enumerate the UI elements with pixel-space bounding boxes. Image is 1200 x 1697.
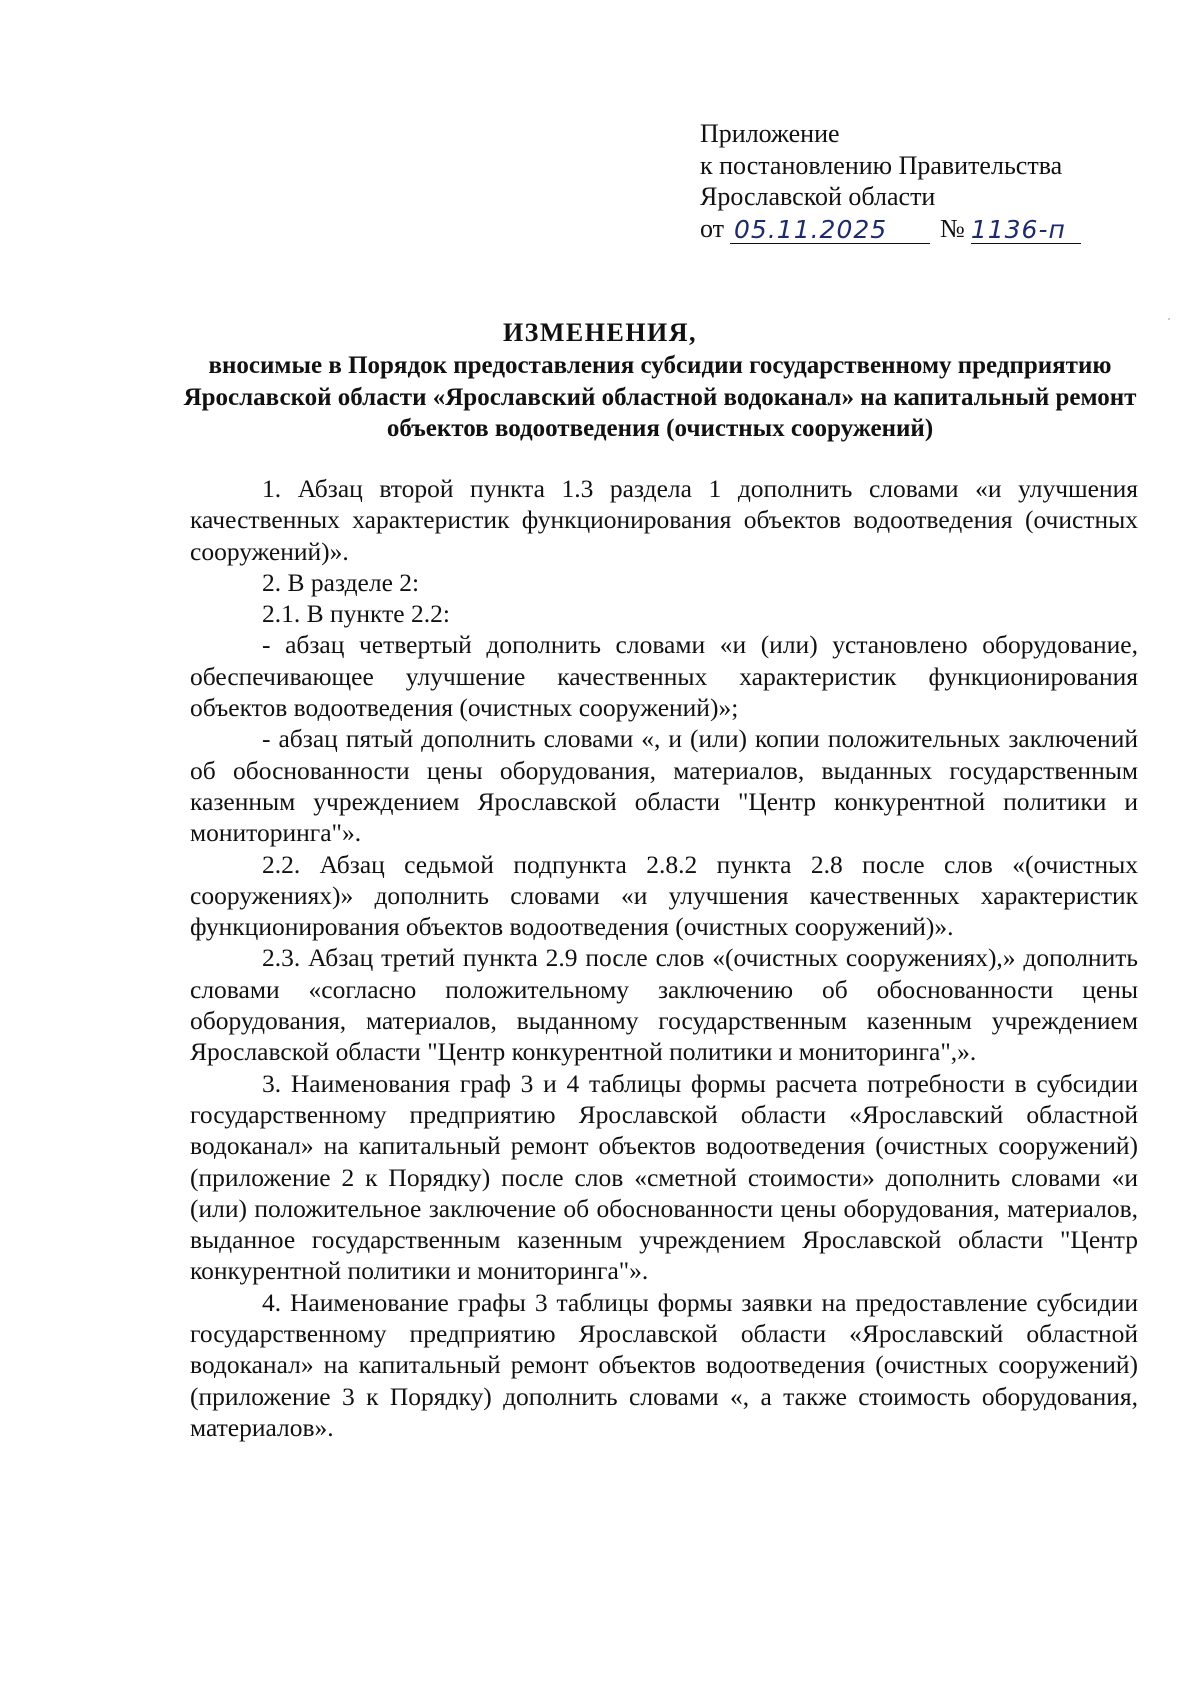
document-subtitle: вносимые в Порядок предоставления субсидии государственному предприятию Ярославской области «Ярославский областной водоканал» на капитальный ремонт объектов водоотведения (очистных сооружений) <box>183 352 1137 442</box>
scan-speck <box>1168 318 1170 320</box>
handwritten-number: 1136-п <box>970 215 1066 244</box>
number-field <box>971 214 1081 244</box>
appendix-resolution-line: к постановлению Правительства <box>700 150 1063 180</box>
paragraph-2-2: 2.2. Абзац седьмой подпункта 2.8.2 пункта 2.8 после слов «(очистных сооружениях)» дополнить словами «и улучшения качественных характеристик функционирования объектов водоотведения (очистных сооружений)». <box>190 849 1138 942</box>
paragraph-2-1-b: - абзац пятый дополнить словами «, и (или) копии положительных заключений об обоснованности цены оборудования, материалов, выданных государственным казенным учреждением Ярославской области "Центр конкурентной политики и мониторинга"». <box>190 724 1138 848</box>
paragraph-2-3: 2.3. Абзац третий пункта 2.9 после слов «(очистных сооружениях),» дополнить словами «согласно положительному заключению об обоснованности цены оборудования, материалов, выданному государственным казенным учреждением Ярославской области "Центр конкурентной политики и мониторинга",». <box>190 943 1138 1067</box>
paragraph-1: 1. Абзац второй пункта 1.3 раздела 1 дополнить словами «и улучшения качественных характеристик функционирования объектов водоотведения (очистных сооружений)». <box>190 474 1138 566</box>
document-body <box>190 473 1138 1443</box>
paragraph-2-1: 2.1. В пункте 2.2: <box>262 599 450 629</box>
paragraph-2-1-a: - абзац четвертый дополнить словами «и (или) установлено оборудование, обеспечивающее улучшение качественных характеристик функционирования объектов водоотведения (очистных сооружений)»; <box>190 630 1138 723</box>
paragraph-3: 3. Наименования граф 3 и 4 таблицы формы расчета потребности в субсидии государственному предприятию Ярославской области «Ярославский областной водоканал» на капитальный ремонт объектов водоотведения (очистных сооружений) (приложение 2 к Порядку) после слов «сметной стоимости» дополнить словами «и (или) положительное заключение об обоснованности цены оборудования, материалов, выданное государственным казенным учреждением Ярославской области "Центр конкурентной политики и мониторинга"». <box>190 1068 1138 1286</box>
number-prefix: № <box>940 213 965 243</box>
appendix-title: Приложение <box>700 119 840 148</box>
appendix-block <box>700 118 1140 244</box>
paragraph-2: 2. В разделе 2: <box>262 567 420 597</box>
appendix-date-row <box>700 213 1140 245</box>
appendix-region-line: Ярославской области <box>700 182 936 211</box>
handwritten-date: 05.11.2025 <box>734 215 888 244</box>
date-prefix: от <box>700 213 725 243</box>
date-field <box>730 214 930 244</box>
paragraph-4: 4. Наименование графы 3 таблицы формы заявки на предоставление субсидии государственному предприятию Ярославской области «Ярославский областной водоканал» на капитальный ремонт объектов водоотведения (очистных сооружений) (приложение 3 к Порядку) дополнить словами «, а также стоимость оборудования, материалов». <box>190 1287 1138 1442</box>
document-title: ИЗМЕНЕНИЯ, <box>502 318 698 347</box>
